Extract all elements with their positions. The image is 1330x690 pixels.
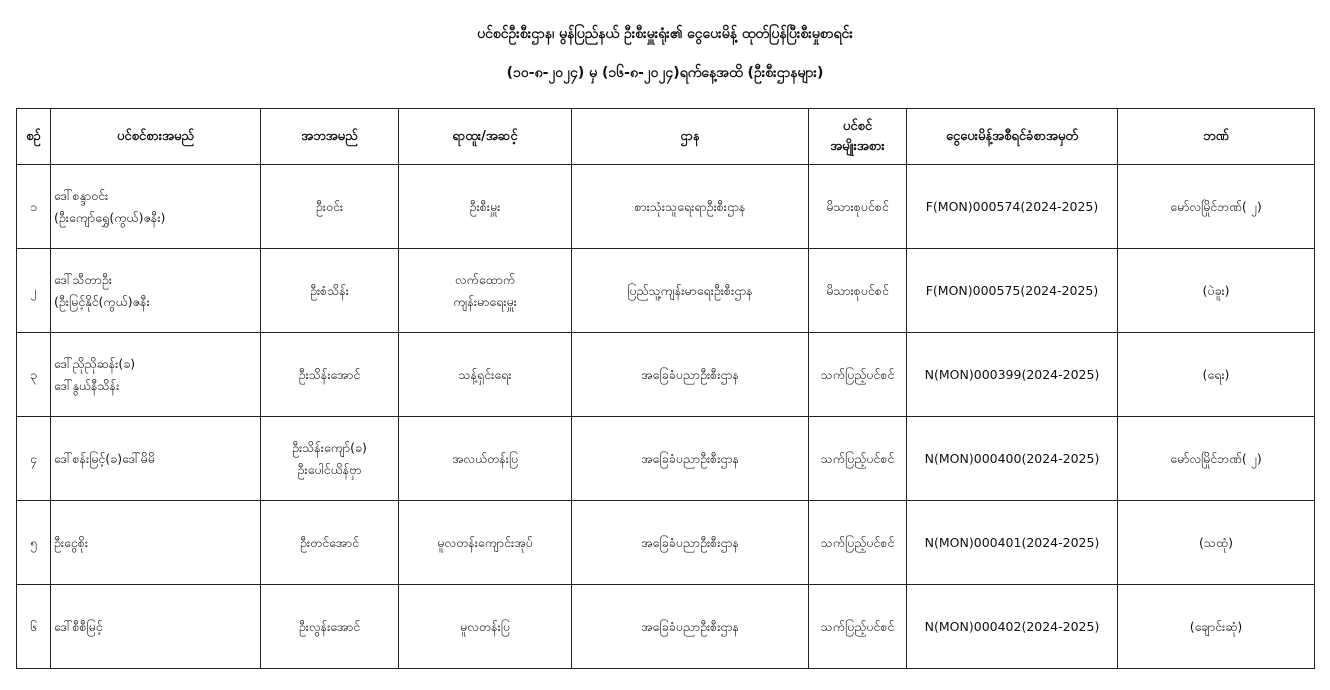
cell-rank xyxy=(399,501,572,585)
pension-order-table xyxy=(16,108,1315,669)
header-order-no: ငွေပေးမိန့်အစီရင်ခံစာအမှတ် xyxy=(907,109,1118,165)
pensioner-name-line2: (ဦးကျော်ရွှေ(ကွယ်)ဇနီး) xyxy=(54,209,166,225)
rank-line2: ကျန်းမာရေးမှူး xyxy=(453,293,517,309)
cell-pension-type: သက်ပြည့်ပင်စင် xyxy=(809,501,907,585)
cell-no: ၄ xyxy=(17,417,51,501)
cell-father-name xyxy=(261,417,399,501)
father-name-line1: ဦးလွန်းအောင် xyxy=(298,618,361,634)
header-pension-type-line2: အမျိုးအစား xyxy=(830,138,885,154)
cell-pension-type: မိသားစုပင်စင် xyxy=(809,249,907,333)
father-name-line1: ဦးဝင်း xyxy=(315,198,344,214)
father-name-line1: ဦးသိန်းကျော်(ခ) xyxy=(292,439,367,455)
cell-department: အခြေခံပညာဦးစီးဌာန xyxy=(572,501,809,585)
rank-line1: ဦးစီးမှူး xyxy=(469,198,501,214)
cell-order-no: F(MON)000574(2024-2025) xyxy=(907,165,1118,249)
cell-no: ၅ xyxy=(17,501,51,585)
father-name-line2: ဦးပေါင်ယိန်ဗှာ xyxy=(297,461,362,477)
cell-pension-type: သက်ပြည့်ပင်စင် xyxy=(809,333,907,417)
cell-order-no: N(MON)000401(2024-2025) xyxy=(907,501,1118,585)
cell-no: ၆ xyxy=(17,585,51,669)
cell-bank: (ရေး) xyxy=(1118,333,1315,417)
cell-rank xyxy=(399,585,572,669)
document-title: ပင်စင်ဦးစီးဌာန၊ မွန်ပြည်နယ် ဦးစီးမှူးရုံး၏ ငွေပေးမိန့် ထုတ်ပြန်ပြီးစီးမှုစာရင်း xyxy=(477,26,853,42)
pensioner-name-line1: ဒေါ်စန္ဒာဝင်း xyxy=(54,187,109,203)
cell-bank: မော်လမြိုင်ဘဏ်( ၂) xyxy=(1118,417,1315,501)
cell-bank: (ပဲခူး) xyxy=(1118,249,1315,333)
rank-line1: မူလတန်းကျောင်းအုပ် xyxy=(437,534,533,550)
header-department: ဌာန xyxy=(572,109,809,165)
cell-department: စားသုံးသူရေးရာဦးစီးဌာန xyxy=(572,165,809,249)
cell-father-name xyxy=(261,585,399,669)
cell-rank xyxy=(399,417,572,501)
rank-line1: မူလတန်းပြ xyxy=(460,618,510,634)
cell-pensioner-name xyxy=(51,333,261,417)
cell-father-name xyxy=(261,501,399,585)
rank-line1: အလယ်တန်းပြ xyxy=(451,450,519,466)
cell-father-name xyxy=(261,333,399,417)
table-row xyxy=(17,249,1315,333)
cell-pensioner-name xyxy=(51,501,261,585)
cell-pensioner-name xyxy=(51,249,261,333)
cell-no: ၃ xyxy=(17,333,51,417)
date-range-subtitle: (၁၀-၈-၂၀၂၄) မှ (၁၆-၈-၂၀၂၄)ရက်နေ့အထိ (ဦးစီးဌာနများ) xyxy=(506,65,824,81)
cell-bank: (ချောင်းဆုံ) xyxy=(1118,585,1315,669)
pensioner-name-line1: ဦးငွေစိုး xyxy=(54,534,89,550)
cell-pensioner-name xyxy=(51,417,261,501)
cell-order-no: N(MON)000402(2024-2025) xyxy=(907,585,1118,669)
rank-line1: သန့်ရှင်းရေး xyxy=(458,366,512,382)
pensioner-name-line1: ဒေါ်စီစီမြင့် xyxy=(54,618,103,634)
cell-pension-type: သက်ပြည့်ပင်စင် xyxy=(809,585,907,669)
table-row xyxy=(17,585,1315,669)
header-pension-type xyxy=(809,109,907,165)
cell-father-name xyxy=(261,249,399,333)
father-name-line1: ဦးသိန်းအောင် xyxy=(298,366,361,382)
table-header-row xyxy=(17,109,1315,165)
cell-no: ၁ xyxy=(17,165,51,249)
cell-department: ပြည်သူ့ကျန်းမာရေးဦးစီးဌာန xyxy=(572,249,809,333)
cell-order-no: F(MON)000575(2024-2025) xyxy=(907,249,1118,333)
father-name-line1: ဦးတင်အောင် xyxy=(299,534,360,550)
cell-department: အခြေခံပညာဦးစီးဌာန xyxy=(572,417,809,501)
table-row xyxy=(17,417,1315,501)
cell-order-no: N(MON)000399(2024-2025) xyxy=(907,333,1118,417)
header-pensioner-name: ပင်စင်စားအမည် xyxy=(51,109,261,165)
cell-department: အခြေခံပညာဦးစီးဌာန xyxy=(572,333,809,417)
cell-pension-type: မိသားစုပင်စင် xyxy=(809,165,907,249)
table-row xyxy=(17,501,1315,585)
pensioner-name-line1: ဒေါ်စန်းမြင့်(ခ)ဒေါ်မိမိ xyxy=(54,450,155,466)
header-bank: ဘဏ် xyxy=(1118,109,1315,165)
cell-pensioner-name xyxy=(51,585,261,669)
header-rank: ရာထူး/အဆင့် xyxy=(399,109,572,165)
cell-rank xyxy=(399,249,572,333)
father-name-line1: ဦးစံသိန်း xyxy=(310,282,349,298)
cell-father-name xyxy=(261,165,399,249)
table-row xyxy=(17,165,1315,249)
pensioner-name-line2: (ဦးမြင့်နိုင်(ကွယ်)ဇနီး xyxy=(54,293,150,309)
header-father-name: အဘအမည် xyxy=(261,109,399,165)
pensioner-name-line2: ဒေါ်နွယ်နီသိန်း xyxy=(54,377,120,393)
pensioner-name-line1: ဒေါ်သီတာဦး xyxy=(54,271,112,287)
rank-line1: လက်ထောက် xyxy=(454,271,516,287)
table-row xyxy=(17,333,1315,417)
cell-rank xyxy=(399,165,572,249)
header-no: စဉ် xyxy=(17,109,51,165)
cell-bank: (သထုံ) xyxy=(1118,501,1315,585)
cell-no: ၂ xyxy=(17,249,51,333)
pensioner-name-line1: ဒေါ်ညိုညိုဆန်း(ခ) xyxy=(54,355,136,371)
cell-order-no: N(MON)000400(2024-2025) xyxy=(907,417,1118,501)
cell-bank: မော်လမြိုင်ဘဏ်( ၂) xyxy=(1118,165,1315,249)
cell-rank xyxy=(399,333,572,417)
header-pension-type-line1: ပင်စင် xyxy=(842,118,873,134)
cell-pension-type: သက်ပြည့်ပင်စင် xyxy=(809,417,907,501)
cell-pensioner-name xyxy=(51,165,261,249)
cell-department: အခြေခံပညာဦးစီးဌာန xyxy=(572,585,809,669)
